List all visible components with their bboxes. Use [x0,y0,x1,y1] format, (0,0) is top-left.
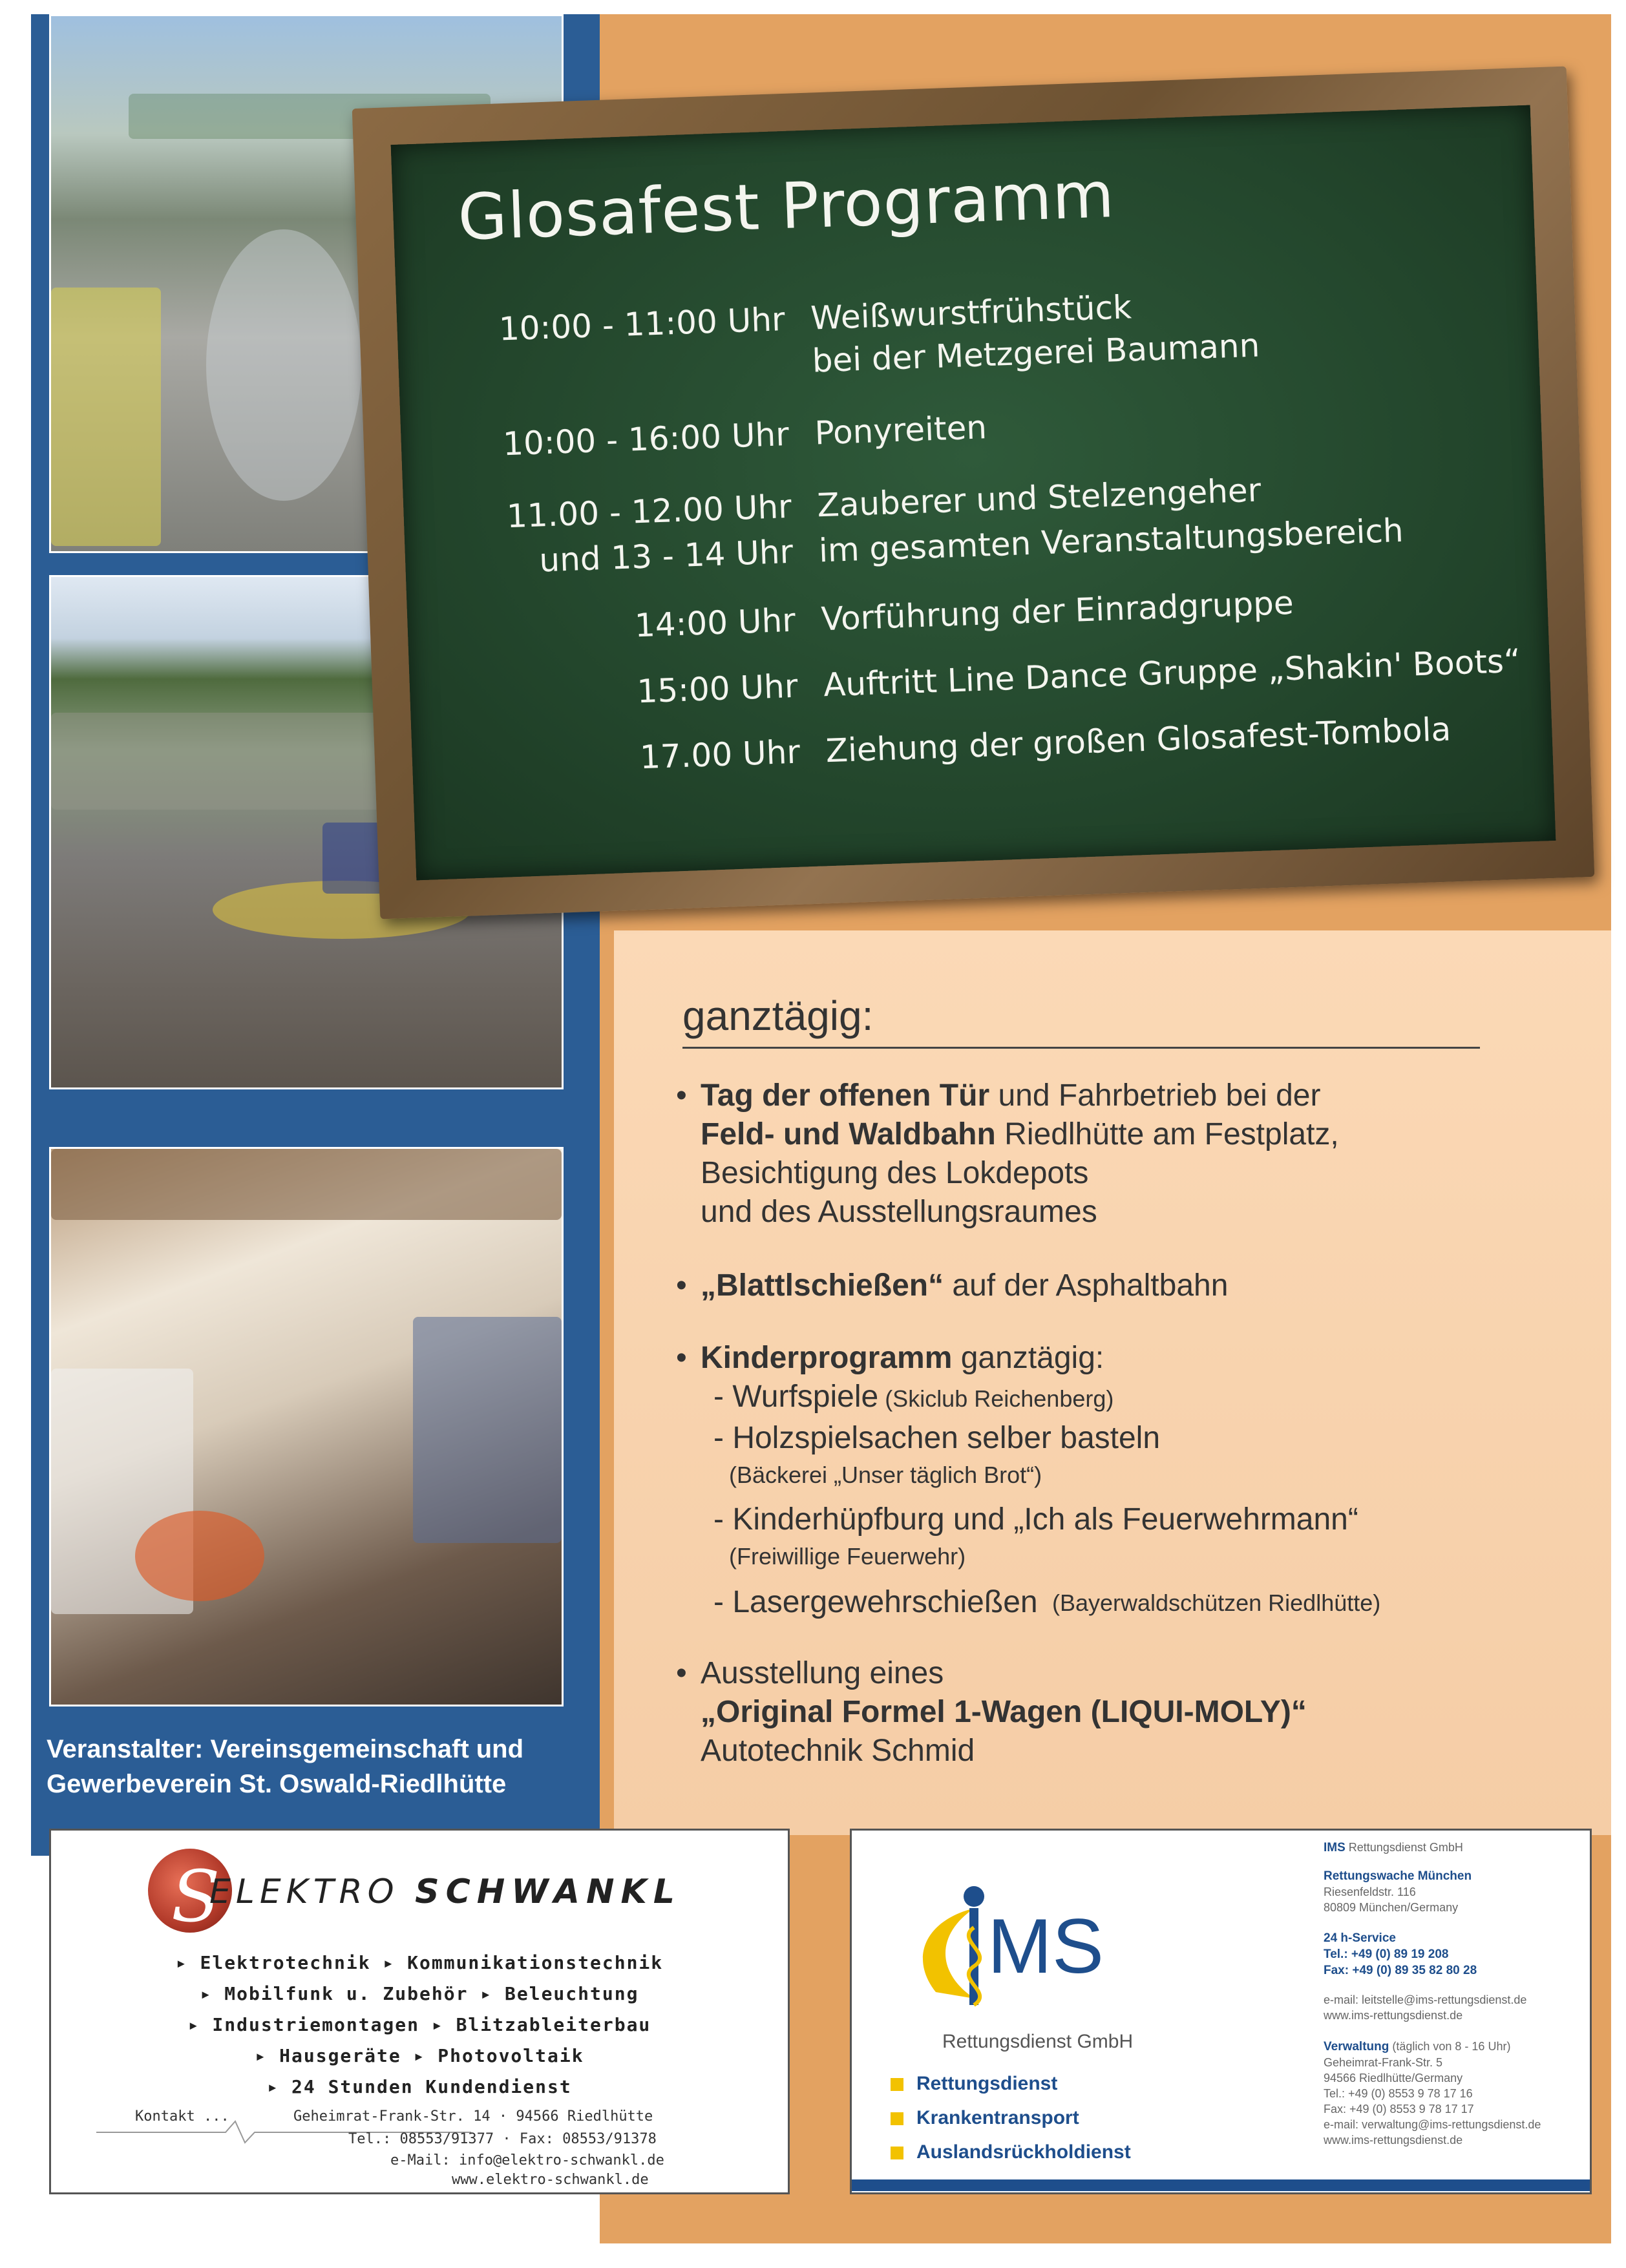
elektro-address: Geheimrat-Frank-Str. 14 · 94566 Riedlhütte [293,2108,653,2125]
kids-activity: - Wurfspiele (Skiclub Reichenberg) [713,1380,1114,1414]
program-event: Ponyreiten [814,408,987,452]
program-time: 17.00 Uhr [639,733,801,777]
ims-station: Rettungswache München Riesenfeldstr. 116 80809 München/Germany [1324,1869,1472,1914]
program-time: 10:00 - 11:00 Uhr [498,300,786,348]
elektro-service-row: ▸ Elektrotechnik ▸ Kommunikationstechnik [175,1952,664,1973]
program-event: Vorführung der Einradgruppe [820,583,1294,638]
elektro-company-name: ELEKTRO SCHWANKL [209,1873,681,1911]
bullet: • [676,1656,687,1690]
allday-item-exhibition: Ausstellung eines [701,1656,944,1690]
photo-glass-workshop [49,1147,564,1706]
allday-heading: ganztägig: [682,992,874,1039]
elektro-service-row: ▸ Mobilfunk u. Zubehör ▸ Beleuchtung [200,1983,639,2004]
ims-24h-service: 24 h-Service Tel.: +49 (0) 89 19 208 Fax: +49 (0) 89 35 82 80 28 [1324,1931,1477,1977]
program-event: bei der Metzgerei Baumann [811,326,1261,380]
program-event: im gesamten Veranstaltungsbereich [818,511,1404,570]
elektro-contact-label: Kontakt ... [135,2108,229,2125]
program-event: Zauberer und Stelzengeher [816,471,1262,525]
ad-elektro-schwankl [49,1829,790,2194]
ims-bottom-bar [852,2179,1590,2191]
ims-tagline: Rettungsdienst GmbH [942,2031,1134,2052]
ims-logo-text: MS [987,1903,1104,1990]
yellow-square-icon [891,2147,903,2159]
chalkboard [352,67,1595,919]
allday-item-railway: Feld- und Waldbahn Riedlhütte am Festplatz, [701,1117,1339,1151]
kids-activity-note: (Freiwillige Feuerwehr) [729,1543,966,1570]
bullet: • [676,1341,687,1375]
elektro-logo-letter: S [171,1855,220,1938]
kids-activity: - Lasergewehrschießen [713,1585,1038,1619]
allday-item-text: und des Ausstellungsraumes [701,1195,1097,1229]
ims-service: Auslandsrückholdienst [891,2141,1131,2163]
allday-item-formula1: „Original Formel 1-Wagen (LIQUI-MOLY)“ [701,1695,1307,1729]
elektro-phone: Tel.: 08553/91377 · Fax: 08553/91378 [348,2131,657,2147]
kids-activity: - Kinderhüpfburg und „Ich als Feuerwehrmann“ [713,1502,1358,1537]
organizer-line: Gewerbeverein St. Oswald-Riedlhütte [47,1770,507,1798]
program-time: 15:00 Uhr [636,667,799,711]
allday-heading-underline [682,1047,1480,1049]
kids-activity: - Holzspielsachen selber basteln [713,1421,1161,1455]
elektro-website: www.elektro-schwankl.de [452,2172,649,2188]
elektro-service-row: ▸ Hausgeräte ▸ Photovoltaik [255,2045,584,2066]
program-event: Auftritt Line Dance Gruppe „Shakin' Boots“ [823,642,1521,704]
allday-item-open-day: Tag der offenen Tür und Fahrbetrieb bei der [701,1078,1321,1113]
ims-administration: Verwaltung (täglich von 8 - 16 Uhr) Geheimrat-Frank-Str. 5 94566 Riedlhütte/Germany Tel.: +49 (0) 8553 9 78 17 16 Fax: +49 (0) 8553 9 78 17 17 e-mail: verwaltung@ims-rettungsdienst.de www.ims-rettungsdienst.de [1324,2040,1541,2147]
allday-item-blattlschiessen: „Blattlschießen“ auf der Asphaltbahn [701,1268,1229,1303]
program-time: und 13 - 14 Uhr [538,532,794,580]
allday-item-text: Besichtigung des Lokdepots [701,1156,1089,1190]
chalkboard-surface [391,105,1556,881]
bullet: • [676,1078,687,1113]
ims-company: IMS Rettungsdienst GmbH [1324,1841,1463,1854]
ims-contact-online: e-mail: leitstelle@ims-rettungsdienst.de www.ims-rettungsdienst.de [1324,1993,1527,2022]
ims-service: Krankentransport [891,2107,1079,2129]
bullet: • [676,1268,687,1303]
allday-item-kids-program: Kinderprogramm ganztägig: [701,1341,1104,1375]
program-title: Glosafest Programm [456,158,1116,255]
program-event: Ziehung der großen Glosafest-Tombola [825,710,1452,770]
program-event: Weißwurstfrühstück [810,288,1132,337]
elektro-service-row: ▸ 24 Stunden Kundendienst [267,2076,572,2097]
kids-activity-note: (Bayerwaldschützen Riedlhütte) [1052,1590,1381,1616]
yellow-square-icon [891,2112,903,2125]
elektro-email: e-Mail: info@elektro-schwankl.de [390,2152,664,2168]
ad-ims-rettungsdienst [850,1829,1592,2194]
organizer-credit [47,1732,583,1801]
program-time: 14:00 Uhr [634,601,796,645]
kids-activity-note: (Bäckerei „Unser täglich Brot“) [729,1462,1042,1488]
program-time: 10:00 - 16:00 Uhr [502,415,790,463]
ims-service: Rettungsdienst [891,2073,1057,2095]
organizer-line: Veranstalter: Vereinsgemeinschaft und [47,1735,524,1763]
program-time: 11.00 - 12.00 Uhr [505,487,792,536]
elektro-service-row: ▸ Industriemontagen ▸ Blitzableiterbau [187,2014,651,2035]
yellow-square-icon [891,2078,903,2091]
allday-item-sponsor: Autotechnik Schmid [701,1734,975,1768]
